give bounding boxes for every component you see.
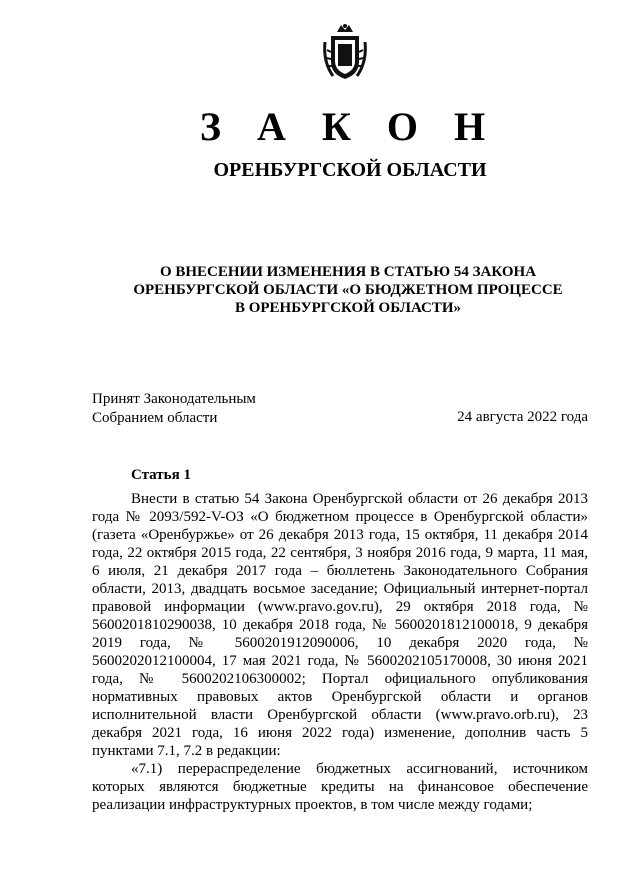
adoption-line-2: Собранием области [92,410,218,426]
article-body [92,490,588,814]
subject-line-2: ОРЕНБУРГСКОЙ ОБЛАСТИ «О БЮДЖЕТНОМ ПРОЦЕССЕ [133,282,563,298]
adoption-info [92,390,256,428]
adoption-date: 24 августа 2022 года [457,409,588,425]
article-paragraph-2: «7.1) перераспределение бюджетных ассигнований, источником которых являются бюджетные кредиты на финансовое обеспечение реализации инфраструктурных проектов, в том числе между годами; [92,761,588,813]
law-title: З А К О Н [199,104,499,149]
adoption-line-1: Принят Законодательным [92,391,256,407]
region-title: ОРЕНБУРГСКОЙ ОБЛАСТИ [213,159,487,181]
coat-of-arms-icon [323,22,367,82]
article-paragraph-1: Внести в статью 54 Закона Оренбургской области от 26 декабря 2013 года № 2093/592-V-ОЗ «О бюджетном процессе в Оренбургской области» (газета «Оренбуржье» от 26 декабря 2013 года, 15 октября, 11 декабря 2014 года, 22 октября 2015 года, 22 сентября, 3 ноября 2016 года, 9 марта, 11 мая, 6 июля, 21 декабря 2017 года – бюллетень Законодательного Собрания области, 2013, двадцать восьмое заседание; Официальный интернет-портал правовой информации (www.pravo.gov.ru), 29 октября 2018 года, № 5600201810290038, 10 декабря 2018 года, № 5600201812100018, 9 декабря 2019 года, № 5600201912090006, 10 декабря 2020 года, № 5600202012100004, 17 мая 2021 года, № 5600202105170008, 30 июня 2021 года, № 5600202106300002; Портал официального опубликования нормативных правовых актов Оренбургской области и органов исполнительной власти Оренбургской области (www.pravo.orb.ru), 23 декабря 2021 года, 16 июня 2022 года) изменение, дополнив часть 5 пунктами 7.1, 7.2 в редакции: [92,491,588,759]
article-title: Статья 1 [131,467,191,483]
law-subject [92,263,604,317]
subject-line-1: О ВНЕСЕНИИ ИЗМЕНЕНИЯ В СТАТЬЮ 54 ЗАКОНА [159,264,537,280]
subject-line-3: В ОРЕНБУРГСКОЙ ОБЛАСТИ» [234,300,462,316]
